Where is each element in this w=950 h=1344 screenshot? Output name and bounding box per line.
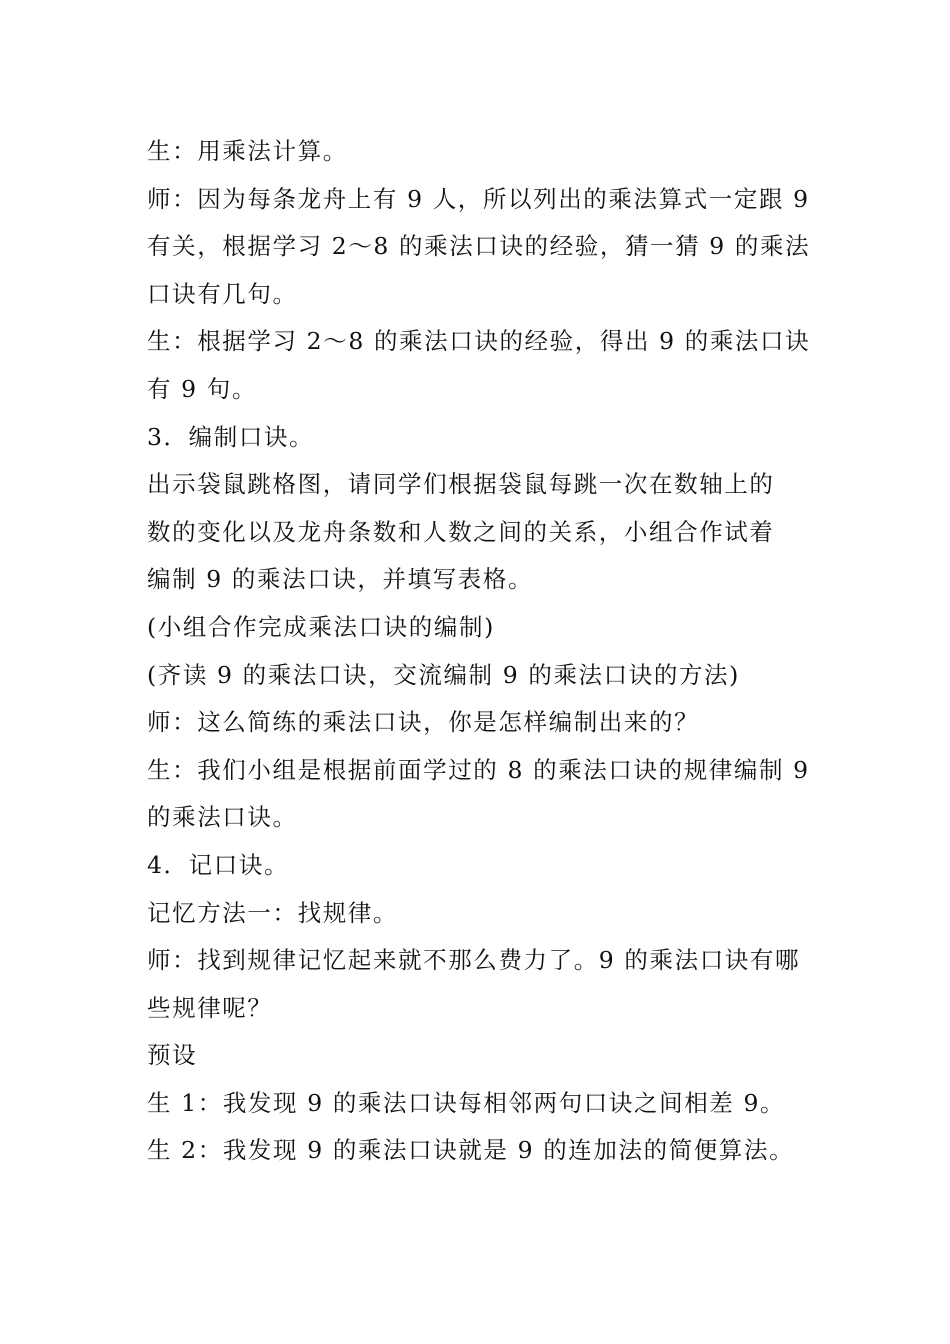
text-line: (小组合作完成乘法口诀的编制) [147, 612, 495, 641]
text-line: (齐读 9 的乘法口诀，交流编制 9 的乘法口诀的方法) [147, 660, 740, 689]
text-line: 编制 9 的乘法口诀，并填写表格。 [147, 565, 534, 594]
text-line: 师：找到规律记忆起来就不那么费力了。9 的乘法口诀有哪 [147, 946, 801, 975]
section-heading: 4．记口诀。 [147, 850, 290, 879]
text-line: 生：用乘法计算。 [147, 137, 348, 165]
section-heading: 3．编制口诀。 [147, 422, 315, 451]
text-line: 生：根据学习 2～8 的乘法口诀的经验，得出 9 的乘法口诀 [147, 327, 811, 356]
text-line: 生：我们小组是根据前面学过的 8 的乘法口诀的规律编制 9 [147, 755, 810, 784]
text-line: 数的变化以及龙舟条数和人数之间的关系，小组合作试着 [147, 517, 775, 546]
text-line: 师：这么简练的乘法口诀，你是怎样编制出来的？ [147, 708, 700, 737]
document-body [147, 128, 817, 1175]
text-line: 记忆方法一：找规律。 [147, 898, 398, 927]
text-line: 生 1：我发现 9 的乘法口诀每相邻两句口诀之间相差 9。 [147, 1088, 786, 1117]
text-line: 些规律呢？ [147, 993, 273, 1022]
text-line: 出示袋鼠跳格图，请同学们根据袋鼠每跳一次在数轴上的 [147, 470, 775, 499]
text-line: 的乘法口诀。 [147, 803, 298, 832]
text-line: 预设 [147, 1041, 198, 1070]
text-line: 有 9 句。 [147, 374, 257, 403]
text-line: 师：因为每条龙舟上有 9 人，所以列出的乘法算式一定跟 9 [147, 184, 810, 213]
text-line: 生 2：我发现 9 的乘法口诀就是 9 的连加法的简便算法。 [147, 1136, 795, 1165]
text-line: 口诀有几句。 [147, 279, 298, 308]
text-line: 有关，根据学习 2～8 的乘法口诀的经验，猜一猜 9 的乘法 [147, 232, 811, 261]
